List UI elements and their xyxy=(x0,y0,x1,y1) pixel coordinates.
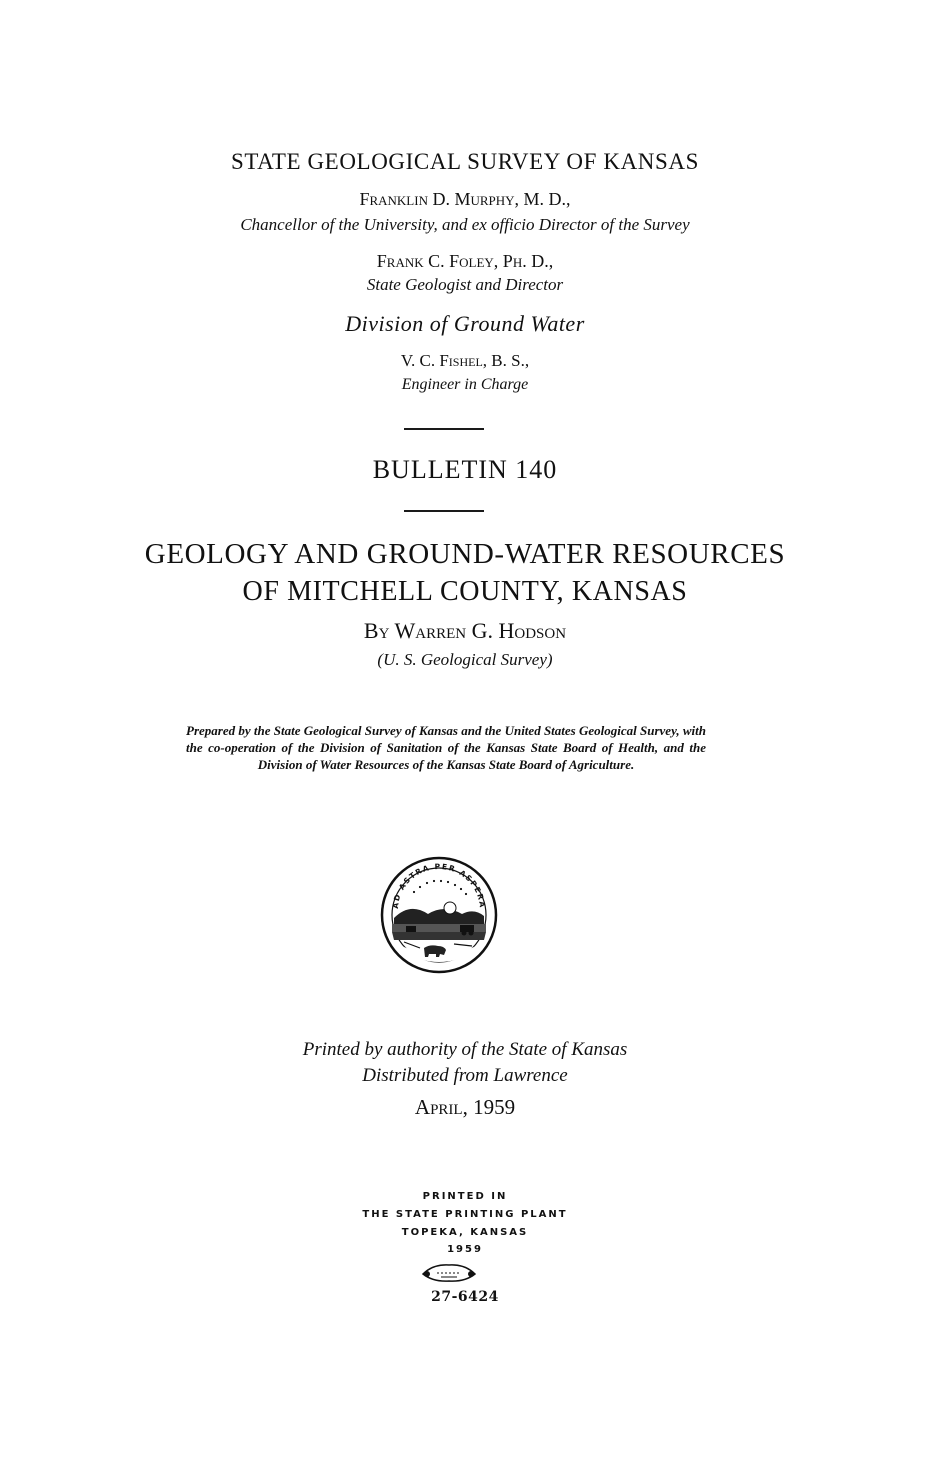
printer-line-4: 1959 xyxy=(447,1244,483,1255)
printer-line-3: TOPEKA, KANSAS xyxy=(401,1227,529,1238)
publication-date: April, 1959 xyxy=(414,1095,516,1119)
bulletin-label: BULLETIN 140 xyxy=(372,455,558,484)
printer-line-1: PRINTED IN xyxy=(422,1191,508,1202)
job-number: 27-6424 xyxy=(431,1289,499,1305)
engineer-name: V. C. Fishel, B. S., xyxy=(400,351,530,370)
engineer-title: Engineer in Charge xyxy=(401,376,529,393)
author-affiliation: (U. S. Geological Survey) xyxy=(377,650,553,669)
union-label-icon xyxy=(419,1262,479,1284)
title-line-2: OF MITCHELL COUNTY, KANSAS xyxy=(242,576,688,607)
kansas-state-seal-icon xyxy=(380,856,498,974)
chancellor-title: Chancellor of the University, and ex officio Director of the Survey xyxy=(240,215,690,234)
survey-name: STATE GEOLOGICAL SURVEY OF KANSAS xyxy=(230,149,700,174)
author: By Warren G. Hodson xyxy=(363,618,567,643)
prepared-note: Prepared by the State Geological Survey of Kansas and the United States Geological Survey, with the co-operation of the Division of Sanitation of the Kansas State Board of Health, and the Division of Water Resources of the Kansas State Board of Agriculture. xyxy=(186,723,706,772)
chancellor-name: Franklin D. Murphy, M. D., xyxy=(359,189,571,209)
publication-distribution: Distributed from Lawrence xyxy=(362,1065,568,1086)
publication-authority: Printed by authority of the State of Kansas xyxy=(302,1039,628,1060)
svg-text:AD ASTRA PER ASPERA: AD ASTRA PER ASPERA xyxy=(390,861,488,910)
divider-top xyxy=(404,428,484,430)
printer-line-2: THE STATE PRINTING PLANT xyxy=(362,1209,568,1220)
division-name: Division of Ground Water xyxy=(345,311,585,336)
divider-bottom xyxy=(404,510,484,512)
geologist-name: Frank C. Foley, Ph. D., xyxy=(376,251,554,271)
title-line-1: GEOLOGY AND GROUND-WATER RESOURCES xyxy=(144,538,786,570)
geologist-title: State Geologist and Director xyxy=(366,275,564,294)
